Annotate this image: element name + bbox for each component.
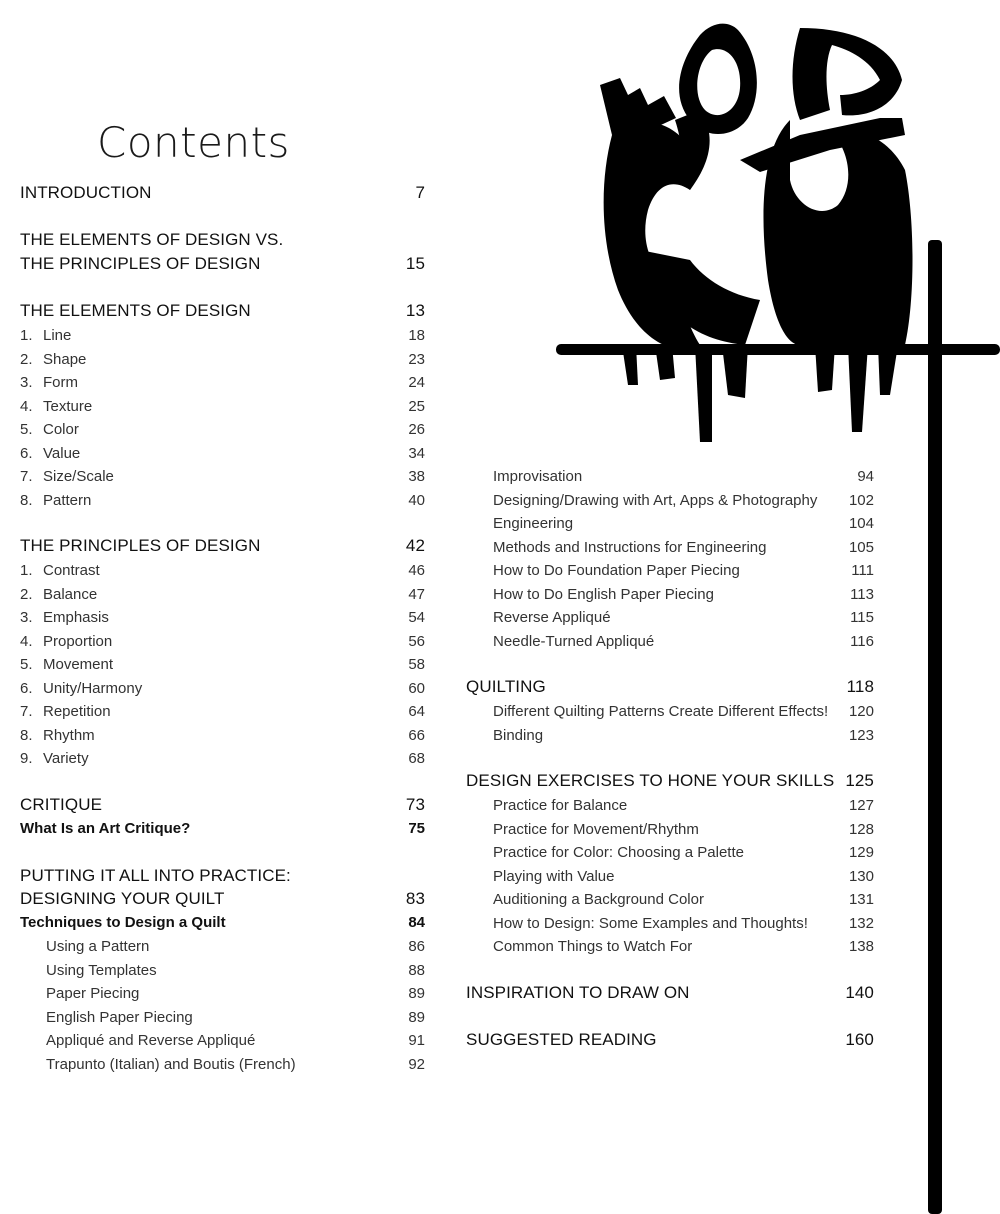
- toc-entry-elements-vs[interactable]: [20, 254, 425, 274]
- toc-entry-label: Line: [43, 327, 72, 344]
- toc-section-practice-line1[interactable]: [20, 866, 425, 886]
- toc-entry-label: Form: [43, 374, 78, 391]
- toc-entry-page: 84: [408, 914, 425, 931]
- toc-entry-page: 94: [857, 468, 874, 485]
- toc-entry-page: 111: [851, 562, 874, 579]
- toc-subentry[interactable]: [20, 562, 425, 579]
- toc-entry-number: 1.: [20, 327, 33, 344]
- toc-entry-page: 118: [846, 677, 874, 696]
- toc-entry-label: Texture: [43, 397, 93, 415]
- toc-entry-label-group: [20, 727, 95, 744]
- toc-entry-page: 7: [415, 183, 425, 202]
- toc-entry-page: 58: [408, 656, 425, 673]
- toc-entry-page: 73: [405, 795, 425, 814]
- toc-section-principles[interactable]: [20, 536, 425, 556]
- toc-entry-label-group: [20, 586, 97, 603]
- toc-entry-label: DESIGN EXERCISES TO HONE YOUR SKILLS: [466, 771, 835, 790]
- bird-right-icon: [740, 28, 913, 432]
- toc-entry-page: 132: [848, 914, 874, 932]
- toc-entry-label: Reverse Appliqué: [493, 609, 611, 626]
- toc-entry-label: Improvisation: [493, 468, 583, 485]
- toc-entry-page: 160: [845, 1030, 874, 1049]
- page-title: Contents: [97, 118, 290, 167]
- toc-entry-page: 127: [848, 797, 874, 814]
- toc-entry-label-group: [20, 962, 157, 979]
- toc-entry-art-critique[interactable]: [20, 820, 425, 837]
- toc-entry-page: 15: [405, 254, 425, 273]
- toc-entry-page: 24: [408, 374, 425, 391]
- toc-entry-page: 56: [408, 632, 425, 650]
- toc-entry-page: 92: [408, 1055, 425, 1073]
- toc-subentry[interactable]: [20, 1032, 425, 1049]
- toc-entry-page: 88: [408, 961, 425, 979]
- toc-entry-elements-vs-line1[interactable]: [20, 230, 425, 250]
- toc-entry-number: 6.: [20, 444, 33, 462]
- toc-entry-page: 120: [848, 703, 874, 720]
- toc-entry-page: 83: [405, 889, 425, 908]
- toc-entry-page: 64: [408, 703, 425, 720]
- toc-entry-page: 38: [408, 468, 425, 485]
- toc-subentry[interactable]: [20, 633, 425, 650]
- toc-entry-label-group: [20, 421, 79, 438]
- toc-entry-label-group: [20, 398, 92, 415]
- toc-entry-label-group: [20, 1032, 255, 1049]
- toc-entry-label: Practice for Color: Choosing a Palette: [493, 844, 744, 861]
- toc-subentry[interactable]: [20, 962, 425, 979]
- toc-entry-label: Different Quilting Patterns Create Different Effects!: [493, 703, 829, 720]
- toc-entry-page: 40: [408, 491, 425, 509]
- toc-entry-page: 129: [848, 844, 874, 861]
- toc-entry-label: THE PRINCIPLES OF DESIGN: [20, 254, 261, 273]
- toc-section-elements[interactable]: [20, 301, 425, 321]
- toc-entry-label: Value: [43, 444, 81, 462]
- toc-subentry[interactable]: [20, 938, 425, 955]
- toc-entry-label: Size/Scale: [43, 468, 114, 485]
- toc-entry-label: Unity/Harmony: [43, 679, 143, 697]
- toc-entry-page: 91: [408, 1032, 425, 1049]
- toc-entry-page: 105: [848, 538, 874, 556]
- toc-entry-label: INTRODUCTION: [20, 183, 152, 202]
- toc-entry-label: THE ELEMENTS OF DESIGN VS.: [20, 230, 284, 249]
- toc-entry-number: 1.: [20, 562, 33, 579]
- toc-entry-page: 18: [408, 327, 425, 344]
- toc-entry-label-group: [20, 633, 112, 650]
- toc-entry-label-group: [20, 1009, 193, 1026]
- toc-entry-label: Emphasis: [43, 609, 109, 626]
- toc-entry-label: Designing/Drawing with Art, Apps & Photography: [493, 491, 818, 509]
- toc-entry-label: Practice for Balance: [493, 797, 628, 814]
- toc-subentry[interactable]: [20, 727, 425, 744]
- toc-entry-page: 25: [408, 397, 425, 415]
- toc-entry-page: 89: [408, 985, 425, 1002]
- toc-subentry[interactable]: [20, 351, 425, 368]
- toc-subentry[interactable]: [20, 1056, 425, 1073]
- toc-entry-label: Techniques to Design a Quilt: [20, 914, 226, 931]
- toc-entry-number: 6.: [20, 679, 33, 697]
- toc-subentry[interactable]: [20, 609, 425, 626]
- toc-entry-label: Contrast: [43, 562, 100, 579]
- toc-entry-page: 123: [848, 726, 874, 744]
- toc-subentry[interactable]: [20, 656, 425, 673]
- toc-entry-label: Paper Piecing: [46, 985, 140, 1002]
- toc-entry-label-group: [20, 374, 78, 391]
- toc-entry-label-group: [20, 750, 89, 767]
- toc-entry-number: 9.: [20, 750, 33, 767]
- toc-subentry[interactable]: [20, 445, 425, 462]
- toc-entry-introduction[interactable]: [20, 183, 425, 203]
- toc-entry-page: 131: [848, 891, 874, 908]
- toc-entry-label-group: [20, 609, 109, 626]
- toc-entry-label-group: [20, 351, 86, 368]
- toc-entry-page: 66: [408, 726, 425, 744]
- toc-entry-number: 5.: [20, 421, 33, 438]
- toc-subentry[interactable]: [20, 680, 425, 697]
- toc-entry-label: Variety: [43, 750, 89, 767]
- toc-entry-label-group: [466, 727, 543, 744]
- toc-entry-page: 115: [850, 609, 874, 626]
- toc-entry-page: 23: [408, 350, 425, 368]
- toc-entry-page: 125: [845, 771, 874, 790]
- toc-entry-number: 8.: [20, 491, 33, 509]
- toc-subentry[interactable]: [20, 586, 425, 603]
- toc-entry-page: 68: [408, 750, 425, 767]
- toc-entry-page: 130: [848, 867, 874, 885]
- toc-entry-number: 3.: [20, 374, 33, 391]
- toc-entry-label: THE PRINCIPLES OF DESIGN: [20, 536, 261, 555]
- toc-entry-label: Movement: [43, 656, 114, 673]
- toc-section-critique[interactable]: [20, 795, 425, 815]
- toc-entry-page: 75: [408, 820, 425, 837]
- toc-entry-label: Methods and Instructions for Engineering: [493, 538, 767, 556]
- toc-entry-page: 47: [408, 585, 425, 603]
- toc-subentry[interactable]: [20, 327, 425, 344]
- toc-subentry[interactable]: [20, 421, 425, 438]
- toc-entry-number: 7.: [20, 703, 33, 720]
- toc-entry-page: 128: [848, 820, 874, 838]
- toc-entry-label: Using a Pattern: [46, 938, 150, 955]
- toc-entry-label-group: [20, 656, 113, 673]
- toc-entry-label: Binding: [493, 726, 544, 744]
- toc-entry-page: 138: [848, 938, 874, 955]
- toc-entry-label-group: [20, 492, 91, 509]
- toc-entry-label: Appliqué and Reverse Appliqué: [46, 1032, 256, 1049]
- toc-entry-label-group: [20, 938, 149, 955]
- toc-entry-label: Balance: [43, 585, 98, 603]
- toc-entry-number: 3.: [20, 609, 33, 626]
- toc-entry-label: Repetition: [43, 703, 111, 720]
- toc-entry-number: 4.: [20, 632, 33, 650]
- toc-entry-page: 13: [405, 301, 425, 320]
- toc-entry-label: QUILTING: [466, 677, 546, 696]
- toc-entry-label: English Paper Piecing: [46, 1008, 193, 1026]
- toc-entry-page: 86: [408, 938, 425, 955]
- toc-entry-label-group: [20, 703, 111, 720]
- toc-entry-page: 102: [848, 491, 874, 509]
- toc-entry-label-group: [20, 327, 71, 344]
- bird-left-icon: [600, 24, 760, 442]
- toc-subentry[interactable]: [20, 398, 425, 415]
- toc-entry-number: 2.: [20, 350, 33, 368]
- toc-subentry[interactable]: [20, 374, 425, 391]
- toc-entry-label-group: [20, 468, 114, 485]
- toc-entry-page: 60: [408, 679, 425, 697]
- toc-entry-label: How to Do English Paper Piecing: [493, 585, 714, 603]
- toc-entry-number: 2.: [20, 585, 33, 603]
- toc-entry-page: 89: [408, 1008, 425, 1026]
- toc-entry-label: Auditioning a Background Color: [493, 891, 704, 908]
- toc-subentry[interactable]: [20, 1009, 425, 1026]
- toc-subentry[interactable]: [20, 468, 425, 485]
- toc-entry-label-group: [20, 445, 80, 462]
- toc-entry-number: 7.: [20, 468, 33, 485]
- toc-entry-page: 42: [405, 536, 425, 555]
- toc-entry-label-group: [20, 680, 142, 697]
- toc-entry-page: 113: [850, 585, 874, 603]
- toc-entry-page: 46: [408, 562, 425, 579]
- toc-entry-label: Practice for Movement/Rhythm: [493, 820, 699, 838]
- toc-entry-label: How to Design: Some Examples and Thoughts!: [493, 914, 808, 932]
- toc-entry-label-group: [20, 562, 100, 579]
- toc-entry-label: Proportion: [43, 632, 113, 650]
- toc-section-practice[interactable]: [20, 889, 425, 909]
- toc-entry-page: 34: [408, 444, 425, 462]
- birds-on-perch-illustration: [540, 0, 1000, 1214]
- toc-entry-label: Common Things to Watch For: [493, 938, 693, 955]
- toc-subentry[interactable]: [20, 750, 425, 767]
- toc-entry-label: Pattern: [43, 491, 92, 509]
- toc-entry-label: SUGGESTED READING: [466, 1030, 657, 1049]
- toc-entry-label: DESIGNING YOUR QUILT: [20, 889, 225, 908]
- toc-entry-page: 26: [408, 421, 425, 438]
- toc-entry-label-group: [20, 985, 139, 1002]
- toc-entry-label: Needle-Turned Appliqué: [493, 632, 655, 650]
- toc-entry-label: Playing with Value: [493, 867, 615, 885]
- toc-entry-label: PUTTING IT ALL INTO PRACTICE:: [20, 866, 291, 885]
- toc-entry-page: 54: [408, 609, 425, 626]
- toc-entry-label: Color: [43, 421, 79, 438]
- toc-entry-page: 104: [848, 515, 874, 532]
- toc-entry-page: 140: [845, 983, 874, 1002]
- toc-entry-label: CRITIQUE: [20, 795, 103, 814]
- toc-entry-label-group: [20, 1056, 296, 1073]
- toc-entry-label: Engineering: [493, 515, 574, 532]
- toc-entry-number: 5.: [20, 656, 33, 673]
- toc-subentry[interactable]: [20, 985, 425, 1002]
- toc-entry-label: Using Templates: [46, 961, 157, 979]
- toc-subentry[interactable]: [20, 492, 425, 509]
- toc-entry-label: How to Do Foundation Paper Piecing: [493, 562, 740, 579]
- toc-entry-label: THE ELEMENTS OF DESIGN: [20, 301, 251, 320]
- toc-entry-label: Rhythm: [43, 726, 95, 744]
- toc-entry-label: INSPIRATION TO DRAW ON: [466, 983, 690, 1002]
- toc-entry-page: 116: [850, 632, 874, 650]
- toc-entry-label: What Is an Art Critique?: [20, 820, 191, 837]
- toc-entry-label: Trapunto (Italian) and Boutis (French): [46, 1055, 296, 1073]
- toc-entry-number: 8.: [20, 726, 33, 744]
- toc-entry-number: 4.: [20, 397, 33, 415]
- toc-entry-label: Shape: [43, 350, 87, 368]
- perch-pole: [928, 240, 942, 1214]
- toc-subentry[interactable]: [20, 703, 425, 720]
- toc-entry-techniques[interactable]: [20, 914, 425, 931]
